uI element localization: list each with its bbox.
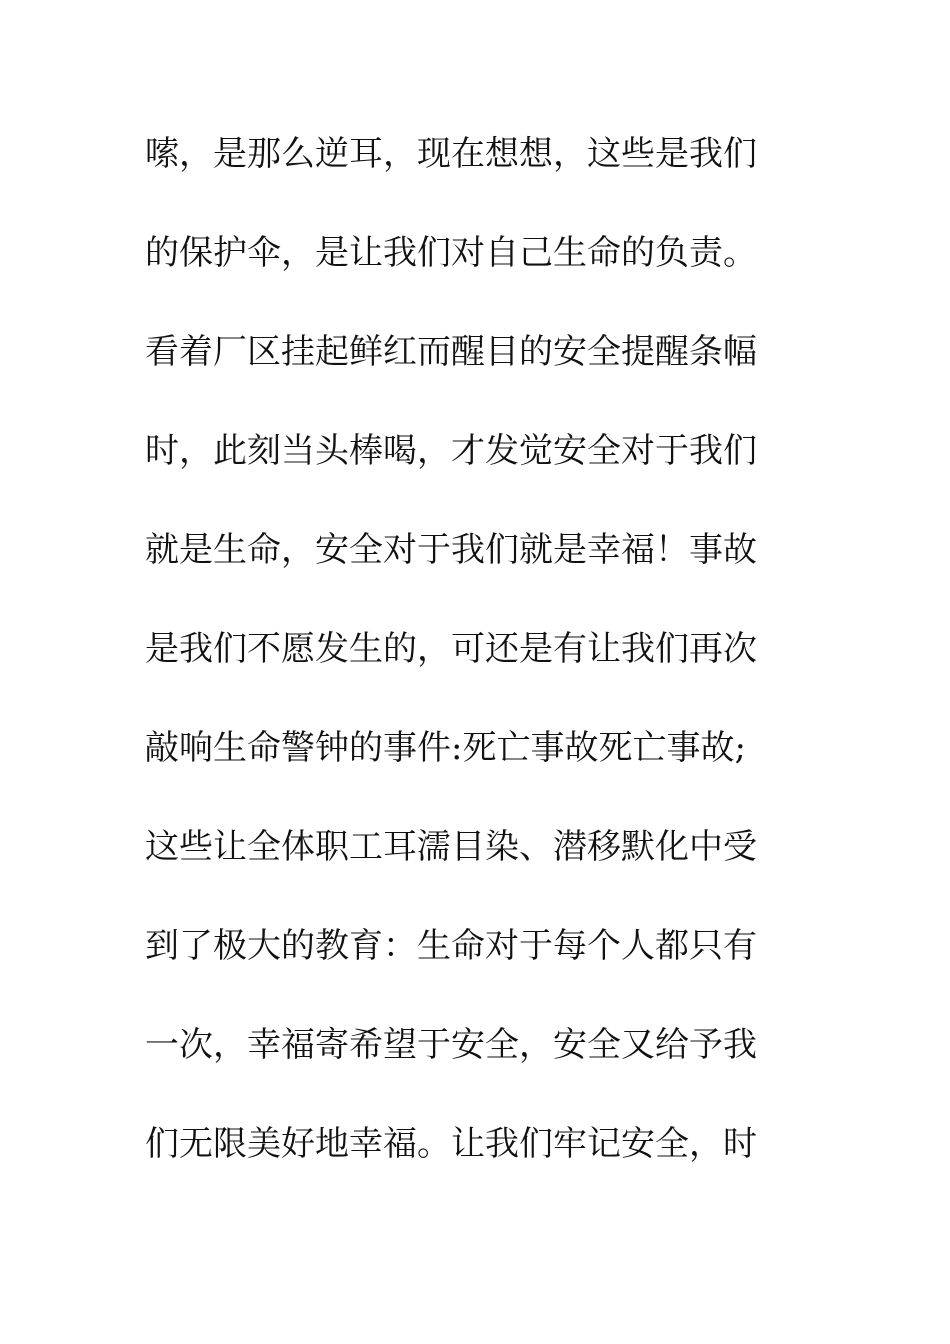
text-line: 看着厂区挂起鲜红而醒目的安全提醒条幅 bbox=[145, 332, 757, 372]
text-line: 就是生命，安全对于我们就是幸福！事故 bbox=[145, 530, 757, 570]
text-line: 时，此刻当头棒喝，才发觉安全对于我们 bbox=[145, 431, 757, 471]
body-text bbox=[145, 126, 795, 1215]
text-line: 到了极大的教育：生命对于每个人都只有 bbox=[145, 926, 757, 966]
text-line: 嗦，是那么逆耳，现在想想，这些是我们 bbox=[145, 134, 757, 174]
text-line: 的保护伞，是让我们对自己生命的负责。 bbox=[145, 233, 757, 273]
text-line: 一次，幸福寄希望于安全，安全又给予我 bbox=[145, 1025, 757, 1065]
text-line: 们无限美好地幸福。让我们牢记安全，时 bbox=[145, 1124, 757, 1164]
text-line: 是我们不愿发生的，可还是有让我们再次 bbox=[145, 629, 757, 669]
text-line: 这些让全体职工耳濡目染、潜移默化中受 bbox=[145, 827, 757, 867]
text-line: 敲响生命警钟的事件:死亡事故死亡事故; bbox=[145, 728, 746, 768]
